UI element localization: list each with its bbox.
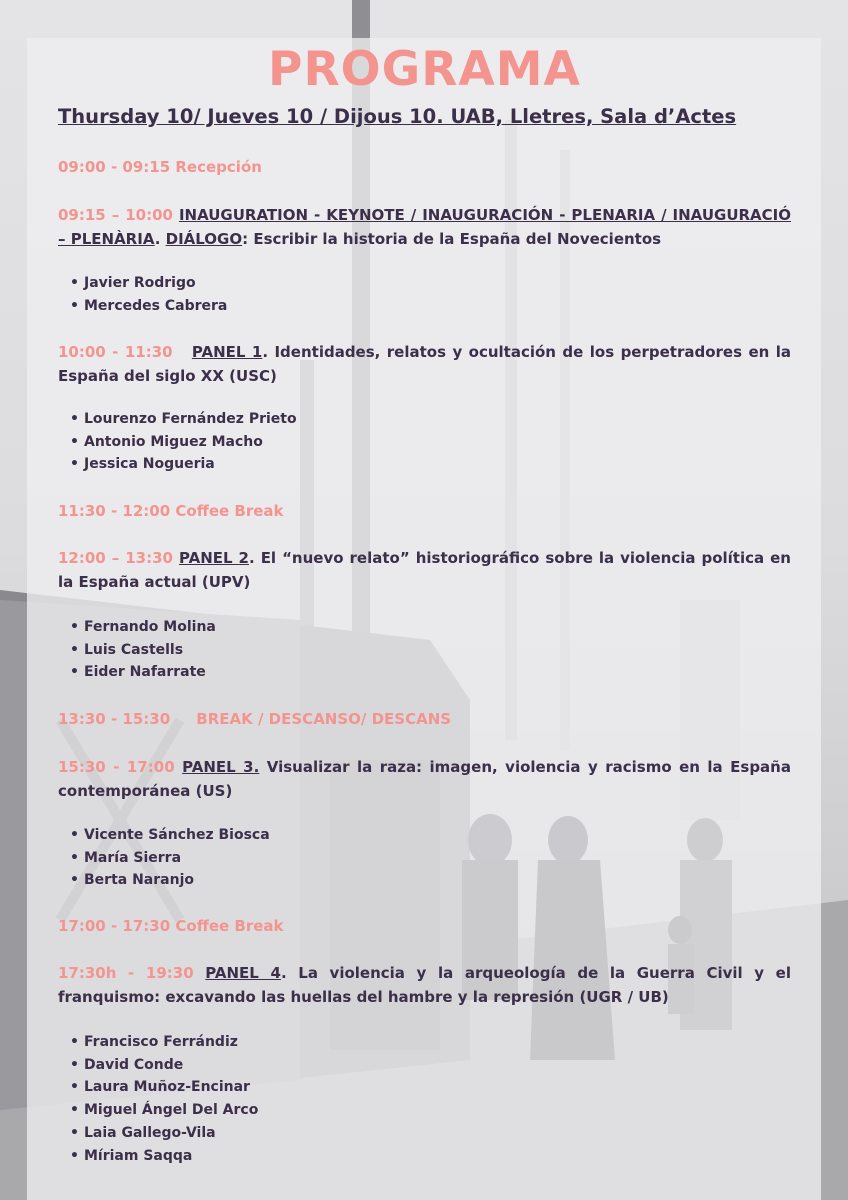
inauguration-separator: . <box>154 230 166 248</box>
panel-3-title: Visualizar la raza: imagen, violencia y racismo en la España contemporánea (US) <box>58 758 791 800</box>
speaker: • Míriam Saqqa <box>58 1145 258 1168</box>
speaker: • Fernando Molina <box>58 616 216 639</box>
day-heading: Thursday 10/ Jueves 10 / Dijous 10. UAB, Lletres, Sala d’Actes <box>58 105 737 128</box>
panel-4-time: 17:30h - 19:30 <box>58 964 194 982</box>
speaker: • Laia Gallego-Vila <box>58 1122 258 1145</box>
lunch-break <box>58 707 791 731</box>
inauguration-topic: : Escribir la historia de la España del Novecientos <box>242 230 662 248</box>
panel-3-item <box>58 755 791 803</box>
panel-2-item <box>58 546 791 594</box>
lunch-break-time: 13:30 - 15:30 <box>58 710 171 728</box>
panel-2-title: . El “nuevo relato” historiográfico sobre la violencia política en la España actual (UPV) <box>58 549 791 591</box>
panel-2-link[interactable]: PANEL 2 <box>178 549 249 567</box>
speaker: • Vicente Sánchez Biosca <box>58 824 270 847</box>
reception-item <box>58 155 791 179</box>
speaker: • Antonio Miguez Macho <box>58 431 297 454</box>
speaker: • Eider Nafarrate <box>58 661 216 684</box>
speaker: • Luis Castells <box>58 639 216 662</box>
inauguration-item <box>58 203 791 251</box>
speaker: • Javier Rodrigo <box>58 272 227 295</box>
speaker: • Berta Naranjo <box>58 869 270 892</box>
panel-4-link[interactable]: PANEL 4 <box>205 964 281 982</box>
speaker: • Mercedes Cabrera <box>58 295 227 318</box>
panel-4-title: . La violencia y la arqueología de la Guerra Civil y el franquismo: excavando las huellas del hambre y la represión (UGR / UB) <box>58 964 791 1006</box>
coffee-break-1 <box>58 499 791 523</box>
coffee-break-2 <box>58 914 791 938</box>
speaker: • María Sierra <box>58 847 270 870</box>
speaker: • Lourenzo Fernández Prieto <box>58 408 297 431</box>
speaker: • Francisco Ferrándiz <box>58 1031 258 1054</box>
panel-1-time: 10:00 - 11:30 <box>58 343 173 361</box>
speaker: • Laura Muñoz-Encinar <box>58 1076 258 1099</box>
panel-4-speakers <box>58 1031 258 1167</box>
inauguration-link[interactable]: INAUGURATION - KEYNOTE / INAUGURACIÓN - PLENARIA / INAUGURACIÓ – PLENÀRIA <box>58 206 792 248</box>
panel-3-time: 15:30 - 17:00 <box>58 758 175 776</box>
dialogo-link[interactable]: DIÁLOGO <box>165 230 243 248</box>
panel-1-speakers <box>58 408 297 476</box>
panel-4-item <box>58 961 791 1009</box>
panel-3-speakers <box>58 824 270 892</box>
inauguration-speakers <box>58 272 227 317</box>
reception-time: 09:00 - 09:15 Recepción <box>58 158 262 176</box>
panel-2-speakers <box>58 616 216 684</box>
speaker: • David Conde <box>58 1054 258 1077</box>
lunch-break-label: BREAK / DESCANSO/ DESCANS <box>196 710 452 728</box>
speaker: • Miguel Ángel Del Arco <box>58 1099 258 1122</box>
panel-3-link[interactable]: PANEL 3. <box>182 758 260 776</box>
panel-1-item <box>58 340 791 388</box>
panel-1-title: . Identidades, relatos y ocultación de los perpetradores en la España del siglo XX (USC) <box>58 343 791 385</box>
coffee-break-1-time: 11:30 - 12:00 Coffee Break <box>58 502 284 520</box>
panel-1-link[interactable]: PANEL 1 <box>191 343 263 361</box>
speaker: • Jessica Nogueria <box>58 453 297 476</box>
page-title: PROGRAMA <box>268 42 581 97</box>
coffee-break-2-time: 17:00 - 17:30 Coffee Break <box>58 917 284 935</box>
panel-2-time: 12:00 – 13:30 <box>58 549 173 567</box>
inauguration-time: 09:15 – 10:00 <box>58 206 173 224</box>
